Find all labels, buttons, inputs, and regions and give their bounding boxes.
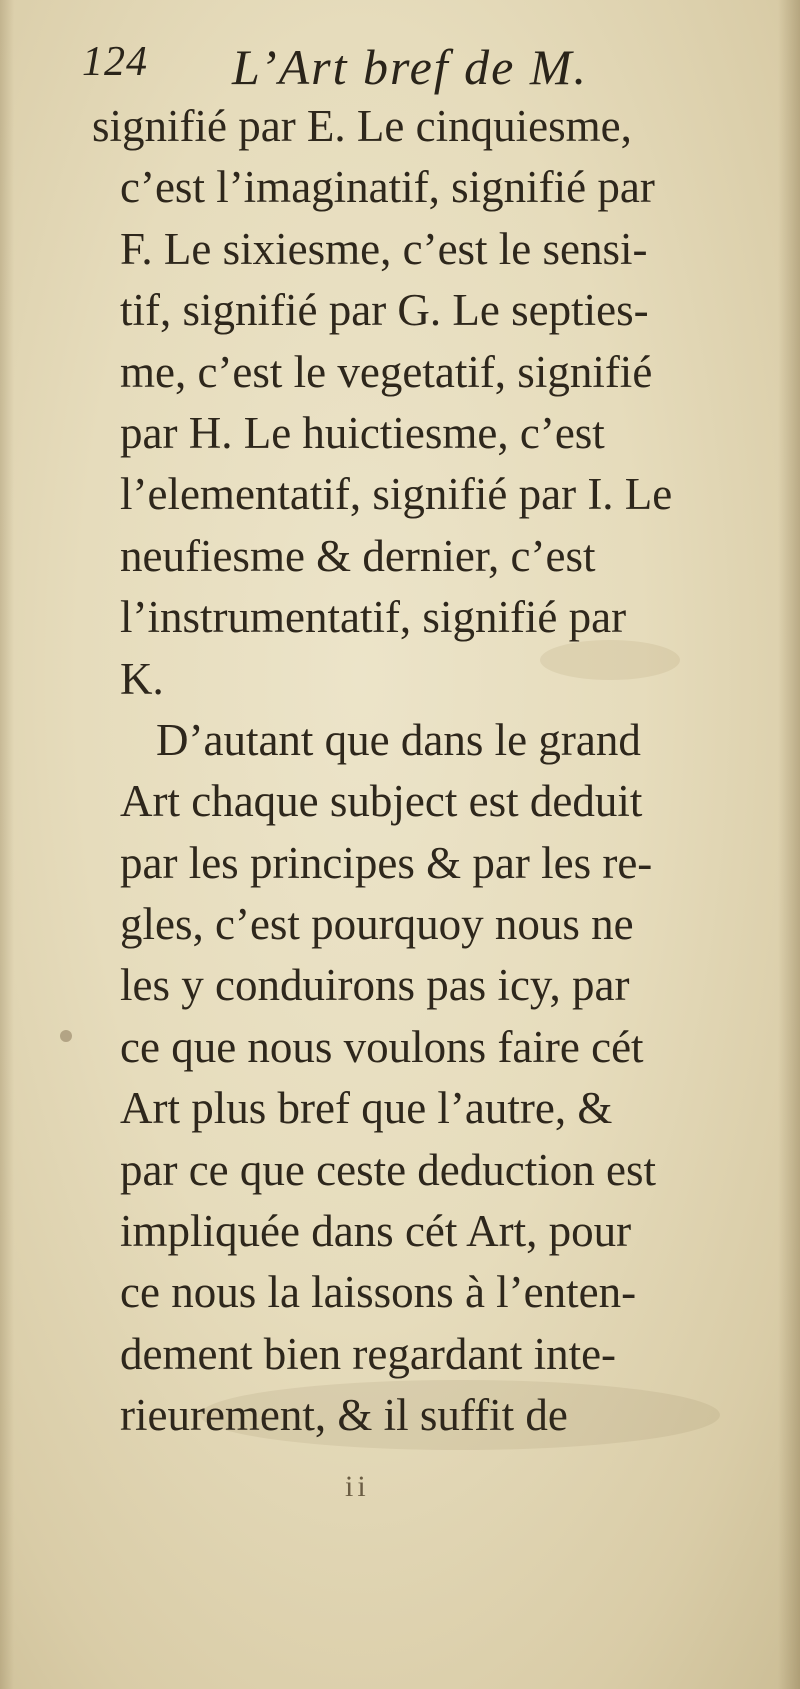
text-line: me, c’est le vegetatif, signifié: [120, 346, 653, 397]
page-edge-shadow-right: [778, 0, 800, 1689]
text-line: c’est l’imaginatif, signifié par: [120, 162, 655, 213]
text-line: par H. Le huictiesme, c’est: [120, 407, 605, 458]
catchword: ii: [345, 1470, 370, 1503]
text-line: gles, c’est pourquoy nous ne: [120, 899, 634, 950]
running-head: [82, 38, 722, 98]
text-line: tif, signifié par G. Le septies-: [120, 285, 649, 336]
text-line: signifié par E. Le cinquiesme,: [92, 101, 632, 151]
text-line: l’instrumentatif, signifié par: [120, 592, 627, 643]
text-line: impliquée dans cét Art, pour: [120, 1206, 632, 1257]
text-line: rieurement, & il suffit de: [120, 1390, 568, 1441]
text-line: dement bien regardant inte-: [120, 1328, 617, 1379]
body-text: [92, 96, 760, 1447]
text-line: ce nous la laissons à l’enten-: [120, 1267, 637, 1318]
text-line: l’elementatif, signifié par I. Le: [120, 469, 673, 520]
running-title: L’Art bref de M.: [232, 39, 589, 95]
text-line: Art plus bref que l’autre, &: [120, 1083, 613, 1134]
text-line: K.: [120, 653, 164, 704]
text-line: Art chaque subject est deduit: [120, 776, 643, 827]
page-edge-shadow-left: [0, 0, 14, 1689]
text-line: par ce que ceste deduction est: [120, 1144, 657, 1195]
text-line: F. Le sixiesme, c’est le sensi-: [120, 223, 648, 274]
paragraph-start-line: D’autant que dans le grand: [156, 714, 641, 765]
text-line: neufiesme & dernier, c’est: [120, 530, 596, 581]
text-line: ce que nous voulons faire cét: [120, 1021, 644, 1072]
text-line: par les principes & par les re-: [120, 837, 653, 888]
text-line: les y conduirons pas icy, par: [120, 960, 630, 1011]
stain: [60, 1030, 72, 1042]
page-number: 124: [82, 39, 148, 85]
